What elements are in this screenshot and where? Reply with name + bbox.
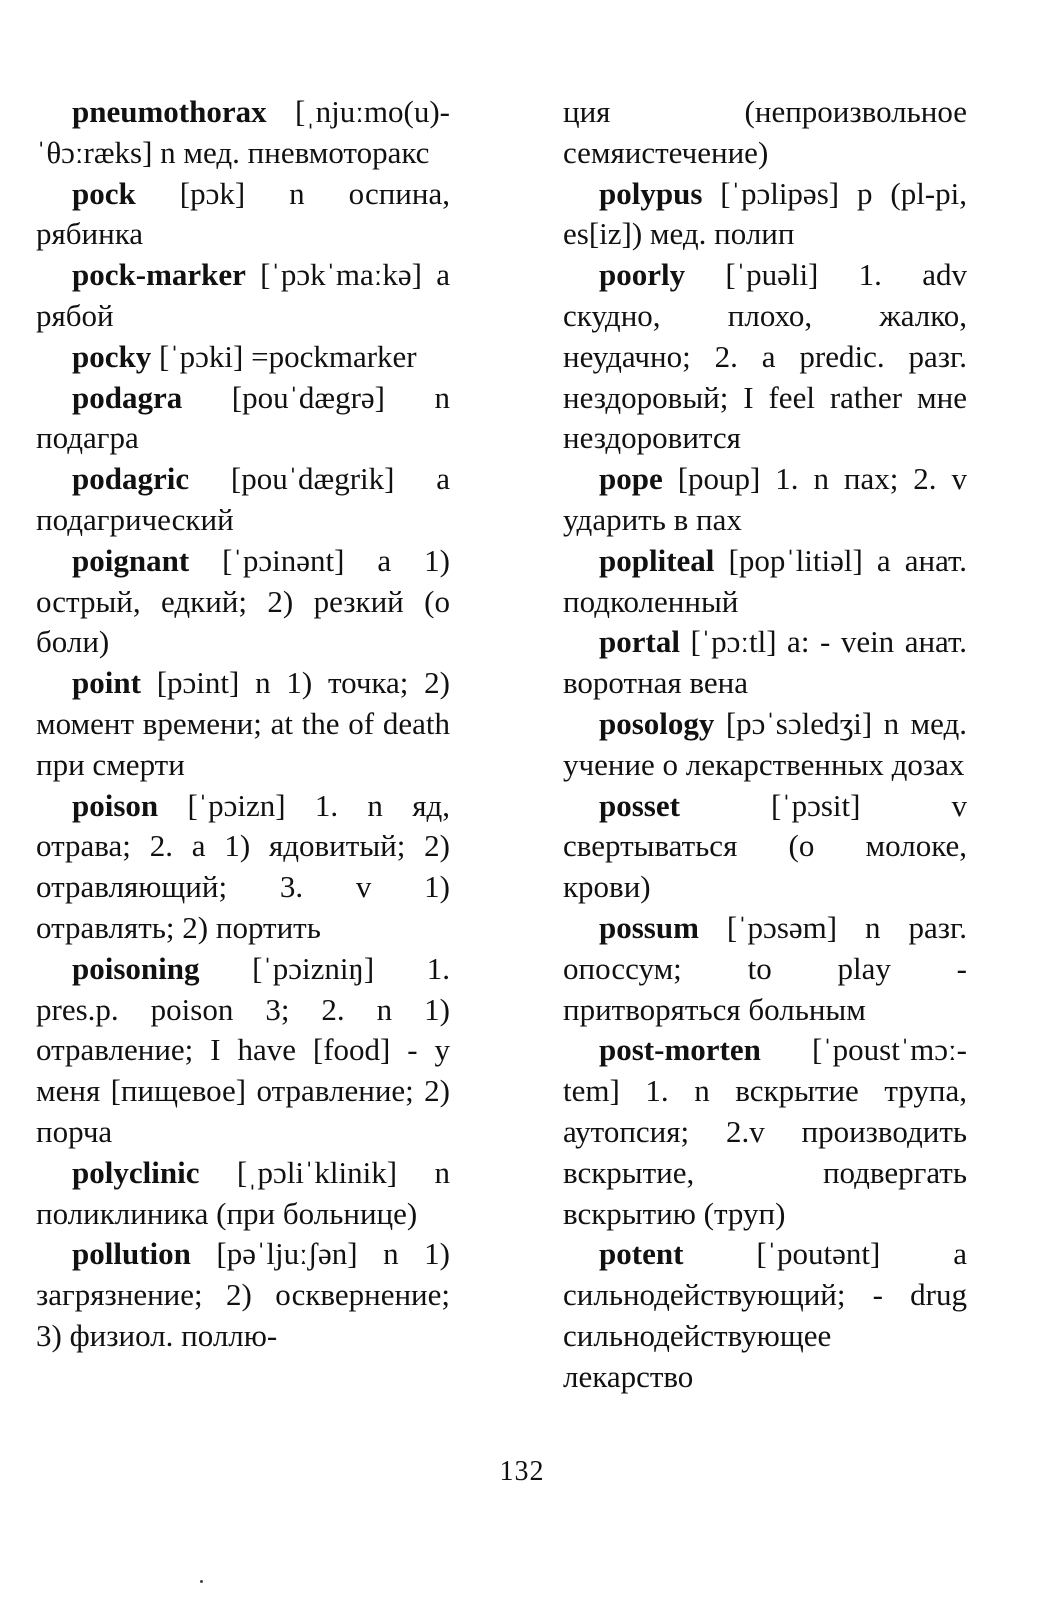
entry-definition: [ˈpɔlipəs] p (pl-pi, es[iz]) мед. полип xyxy=(563,175,967,252)
headword: popliteal xyxy=(599,542,715,578)
headword: pollution xyxy=(72,1236,191,1272)
headword: pocky xyxy=(72,338,152,374)
headword: polypus xyxy=(599,175,703,211)
dictionary-entry xyxy=(563,786,967,908)
dictionary-entry xyxy=(563,704,967,786)
left-column xyxy=(36,92,450,1357)
entry-definition: [ˈpɔinənt] a 1) острый, едкий; 2) резкий (о боли) xyxy=(36,542,450,660)
dictionary-entry xyxy=(563,1030,967,1234)
headword: poison xyxy=(72,787,159,823)
dictionary-entry xyxy=(36,255,450,337)
dictionary-entry xyxy=(563,541,967,623)
headword: portal xyxy=(599,624,680,660)
dictionary-entry xyxy=(563,255,967,459)
headword: point xyxy=(72,665,141,701)
entry-definition: [pɔˈsɔledʒi] n мед. учение о лекарственных дозах xyxy=(563,705,967,782)
entry-definition: [pɔk] n оспина, рябинка xyxy=(36,175,450,252)
entry-definition: [ˈpɔːtl] a: - vein анат. воротная вена xyxy=(563,624,967,701)
entry-definition: [pəˈljuːʃən] n 1) загрязнение; 2) осквернение; 3) физиол. поллю- xyxy=(36,1236,450,1353)
scan-speck xyxy=(200,1580,203,1583)
right-column xyxy=(563,92,967,1398)
entry-definition: [poup] 1. n пах; 2. v ударить в пах xyxy=(563,461,967,537)
headword: posset xyxy=(599,787,680,823)
entry-definition: [pouˈdægrə] n подагра xyxy=(36,379,450,456)
entry-definition: ция (непроизвольное семяистечение) xyxy=(563,94,967,170)
dictionary-entry xyxy=(563,459,967,541)
dictionary-entry xyxy=(36,949,450,1153)
headword: potent xyxy=(599,1236,684,1272)
dictionary-entry xyxy=(36,1153,450,1235)
page-number: 132 xyxy=(499,1456,545,1487)
entry-definition: [pouˈdægrik] a подагрический xyxy=(36,461,450,537)
headword: posology xyxy=(599,705,715,741)
dictionary-entry xyxy=(36,541,450,663)
entry-definition: [ˈpɔkˈmaːkə] a рябой xyxy=(36,257,450,333)
headword: pock-marker xyxy=(72,257,246,293)
headword: podagra xyxy=(72,379,183,415)
headword: poignant xyxy=(72,542,190,578)
entry-definition: [pɔint] n 1) точка; 2) момент времени; at the of death при смерти xyxy=(36,665,450,782)
entry-definition: [ˈpɔizn] 1. n яд, отрава; 2. a 1) ядовитый; 2) отравляющий; 3. v 1) отравлять; 2) портить xyxy=(36,787,450,945)
headword: poisoning xyxy=(72,950,200,986)
headword: poorly xyxy=(599,257,686,293)
entry-definition: [ˈpuəli] 1. adv скудно, плохо, жалко, неудачно; 2. a predic. разг. нездоровый; I feel rather мне нездоровится xyxy=(563,257,967,456)
headword: possum xyxy=(599,909,699,945)
entry-definition: [ˌnjuːmo(u)-ˈθɔːræks] n мед. пневмоторакс xyxy=(36,94,450,170)
dictionary-entry xyxy=(563,908,967,1030)
headword: pneumothorax xyxy=(72,94,267,129)
entry-definition: [ˈpɔizniŋ] 1. pres.p. poison 3; 2. n 1) отравление; I have [food] - у меня [пищевое] отравление; 2) порча xyxy=(36,950,450,1149)
entry-definition: [ˈpɔki] =pockmarker xyxy=(151,338,417,374)
dictionary-entry xyxy=(36,1234,450,1356)
entry-definition: [ˌpɔliˈklinik] n поликлиника (при больнице) xyxy=(36,1154,450,1231)
entry-definition: [ˈpoutənt] a сильнодействующий; - drug сильнодействующее лекарство xyxy=(563,1236,967,1394)
headword: post-morten xyxy=(599,1032,761,1068)
headword: pock xyxy=(72,175,136,211)
entry-definition: [ˈpoustˈmɔː-tem] 1. n вскрытие трупа, аутопсия; 2.v производить вскрытие, подвергать вскрытию (труп) xyxy=(563,1032,967,1231)
dictionary-entry xyxy=(36,337,450,378)
dictionary-entry xyxy=(563,92,967,174)
dictionary-entry xyxy=(36,459,450,541)
dictionary-entry xyxy=(36,378,450,460)
dictionary-entry xyxy=(36,786,450,949)
headword: pope xyxy=(599,461,663,497)
entry-definition: [ˈpɔsəm] n разг. опоссум; to play - притворяться больным xyxy=(563,909,967,1027)
entry-definition: [ˈpɔsit] v свертываться (о молоке, крови) xyxy=(563,787,967,905)
dictionary-entry xyxy=(36,92,450,174)
headword: podagric xyxy=(72,461,190,497)
dictionary-entry xyxy=(563,174,967,256)
entry-definition: [popˈlitiəl] a анат. подколенный xyxy=(563,542,967,619)
dictionary-entry xyxy=(563,622,967,704)
headword: polyclinic xyxy=(72,1154,200,1190)
dictionary-entry xyxy=(563,1234,967,1397)
dictionary-entry xyxy=(36,174,450,256)
dictionary-entry xyxy=(36,663,450,785)
